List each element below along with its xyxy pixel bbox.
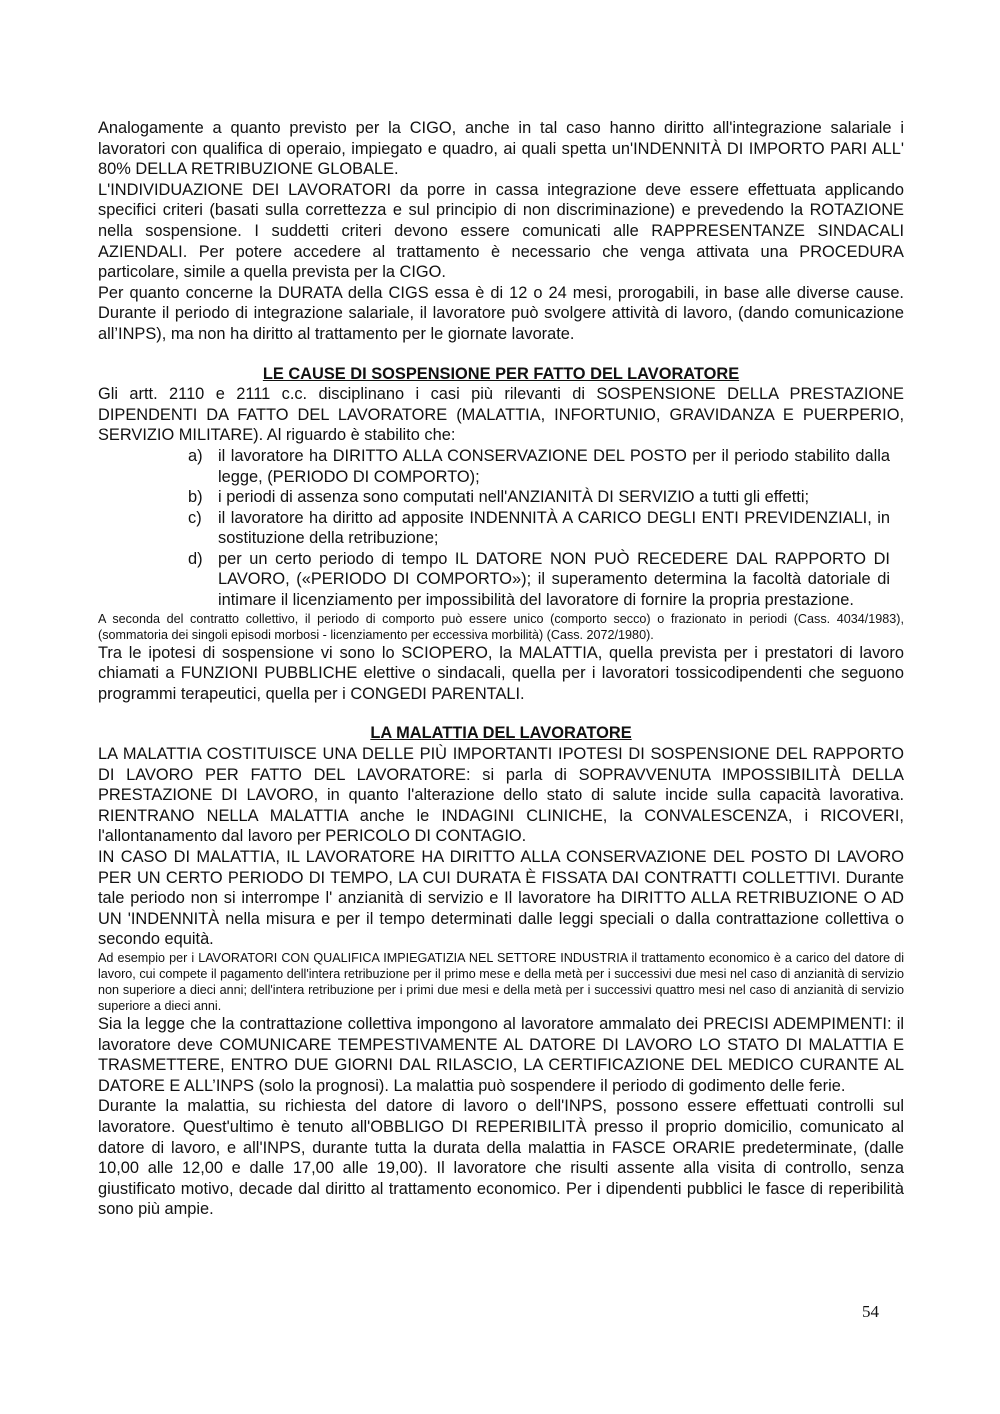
paragraph-suspension-types: Tra le ipotesi di sospensione vi sono lo SCIOPERO, la MALATTIA, quella prevista per i prestatori di lavoro chiamati a FUNZIONI PUBBLICHE elettive o sindacali, quella per i lavoratori tossicodipendenti che seguono programmi terapeutici, quella per i CONGEDI PARENTALI. bbox=[98, 643, 904, 703]
note-industry-employees: Ad esempio per i LAVORATORI CON QUALIFICA IMPIEGATIZIA NEL SETTORE INDUSTRIA il trattamento economico è a carico del datore di lavoro, cui compete il pagamento dell'intera retribuzione per il primo mese e della metà per i successivi due mesi nel caso di anzianità di servizio non superiore a dieci anni; dell'intera retribuzione per i primi due mesi e della metà per i successivi quattro mesi nel caso di anzianità di servizio superiore a dieci anni. bbox=[98, 950, 904, 1013]
list-item bbox=[98, 549, 904, 611]
list-item-text: il lavoratore ha DIRITTO ALLA CONSERVAZIONE DEL POSTO per il periodo stabilito dalla legge, (PERIODO DI COMPORTO); bbox=[218, 446, 890, 486]
list-item-marker: d) bbox=[188, 549, 203, 568]
list-item-text: il lavoratore ha diritto ad apposite INDENNITÀ A CARICO DEGLI ENTI PREVIDENZIALI, in sostituzione della retribuzione; bbox=[218, 508, 890, 548]
paragraph-worker-selection: L'INDIVIDUAZIONE DEI LAVORATORI da porre in cassa integrazione deve essere effettuata applicando specifici criteri (basati sulla correttezza e sul principio di non discriminazione) e prevedendo la ROTAZIONE nella sospensione. I suddetti criteri devono essere comunicati alle RAPPRESENTANZE SINDACALI AZIENDALI. Per potere accedere al trattamento è necessario che venga attivata una PROCEDURA particolare, simile a quella prevista per la CIGO. bbox=[98, 180, 904, 282]
section-heading-suspension-causes: LE CAUSE DI SOSPENSIONE PER FATTO DEL LAVORATORE bbox=[262, 364, 740, 383]
list-item-marker: c) bbox=[188, 508, 202, 527]
suspension-rules-list bbox=[98, 446, 904, 611]
page-number: 54 bbox=[862, 1302, 879, 1321]
document-page bbox=[98, 118, 904, 1220]
note-comporto: A seconda del contratto collettivo, il periodo di comporto può essere unico (comporto secco) o frazionato in periodi (Cass. 4034/1983), (sommatoria dei singoli episodi morbosi - licenziamento per eccessiva morbilità) (Cass. 2072/1980). bbox=[98, 611, 904, 642]
paragraph-suspension-intro: Gli artt. 2110 e 2111 c.c. disciplinano i casi più rilevanti di SOSPENSIONE DELLA PRESTAZIONE DIPENDENTI DA FATTO DEL LAVORATORE (MALATTIA, INFORTUNIO, GRAVIDANZA E PUERPERIO, SERVIZIO MILITARE). Al riguardo è stabilito che: bbox=[98, 385, 904, 445]
list-item-text: i periodi di assenza sono computati nell'ANZIANITÀ DI SERVIZIO a tutti gli effetti; bbox=[218, 488, 810, 507]
list-item-marker: a) bbox=[188, 446, 203, 465]
list-item bbox=[98, 508, 904, 549]
paragraph-cigs-integration: Analogamente a quanto previsto per la CIGO, anche in tal caso hanno diritto all'integrazione salariale i lavoratori con qualifica di operaio, impiegato e quadro, ai quali spetta un'INDENNITÀ DI IMPORTO PARI ALL' 80% DELLA RETRIBUZIONE GLOBALE. bbox=[98, 119, 904, 179]
list-item bbox=[98, 487, 904, 508]
list-item-text: per un certo periodo di tempo IL DATORE NON PUÒ RECEDERE DAL RAPPORTO DI LAVORO, («PERIODO DI COMPORTO»); il superamento determina la facoltà datoriale di intimare il licenziamento per impossibilità del lavoratore di fornire la propria prestazione. bbox=[218, 549, 890, 610]
section-heading-illness: LA MALATTIA DEL LAVORATORE bbox=[370, 724, 632, 743]
paragraph-illness-obligations: Sia la legge che la contrattazione collettiva impongono al lavoratore ammalato dei PRECISI ADEMPIMENTI: il lavoratore deve COMUNICARE TEMPESTIVAMENTE AL DATORE DI LAVORO LO STATO DI MALATTIA E TRASMETTERE, ENTRO DUE GIORNI DAL RILASCIO, LA CERTIFICAZIONE DEL MEDICO CURANTE AL DATORE E ALL’INPS (solo la prognosi). La malattia può sospendere il periodo di godimento delle ferie. bbox=[98, 1014, 904, 1095]
list-item bbox=[98, 446, 904, 487]
paragraph-illness-definition: LA MALATTIA COSTITUISCE UNA DELLE PIÙ IMPORTANTI IPOTESI DI SOSPENSIONE DEL RAPPORTO DI LAVORO PER FATTO DEL LAVORATORE: si parla di SOPRAVVENUTA IMPOSSIBILITÀ DELLA PRESTAZIONE DI LAVORO, in quanto l'alterazione dello stato di salute incide sulla capacità lavorativa. RIENTRANO NELLA MALATTIA anche le INDAGINI CLINICHE, la CONVALESCENZA, i RICOVERI, l'allontanamento dal lavoro per PERICOLO DI CONTAGIO. bbox=[98, 745, 904, 846]
paragraph-illness-rights: IN CASO DI MALATTIA, IL LAVORATORE HA DIRITTO ALLA CONSERVAZIONE DEL POSTO DI LAVORO PER UN CERTO PERIODO DI TEMPO, LA CUI DURATA È FISSATA DAI CONTRATTI COLLETTIVI. Durante tale periodo non si interrompe l' anzianità di servizio e Il lavoratore ha DIRITTO ALLA RETRIBUZIONE O AD UN 'INDENNITÀ nella misura e per il tempo determinati dalle leggi speciali o dalla contrattazione collettiva o secondo equità. bbox=[98, 848, 904, 949]
paragraph-cigs-duration: Per quanto concerne la DURATA della CIGS essa è di 12 o 24 mesi, prorogabili, in base alle diverse cause. Durante il periodo di integrazione salariale, il lavoratore può svolgere attività di lavoro, (dando comunicazione all’INPS), ma non ha diritto al trattamento per le giornate lavorate. bbox=[98, 283, 904, 343]
paragraph-illness-controls: Durante la malattia, su richiesta del datore di lavoro o dell'INPS, possono essere effettuati controlli sul lavoratore. Quest'ultimo è tenuto all'OBBLIGO DI REPERIBILITÀ presso il proprio domicilio, comunicato al datore di lavoro, e all'INPS, durante tutta la durata della malattia in FASCE ORARIE predeterminate, (dalle 10,00 alle 12,00 e dalle 17,00 alle 19,00). Il lavoratore che risulti assente alla visita di controllo, senza giustificato motivo, decade dal diritto al trattamento economico. Per i dipendenti pubblici le fasce di reperibilità sono più ampie. bbox=[98, 1097, 904, 1219]
list-item-marker: b) bbox=[188, 488, 203, 507]
